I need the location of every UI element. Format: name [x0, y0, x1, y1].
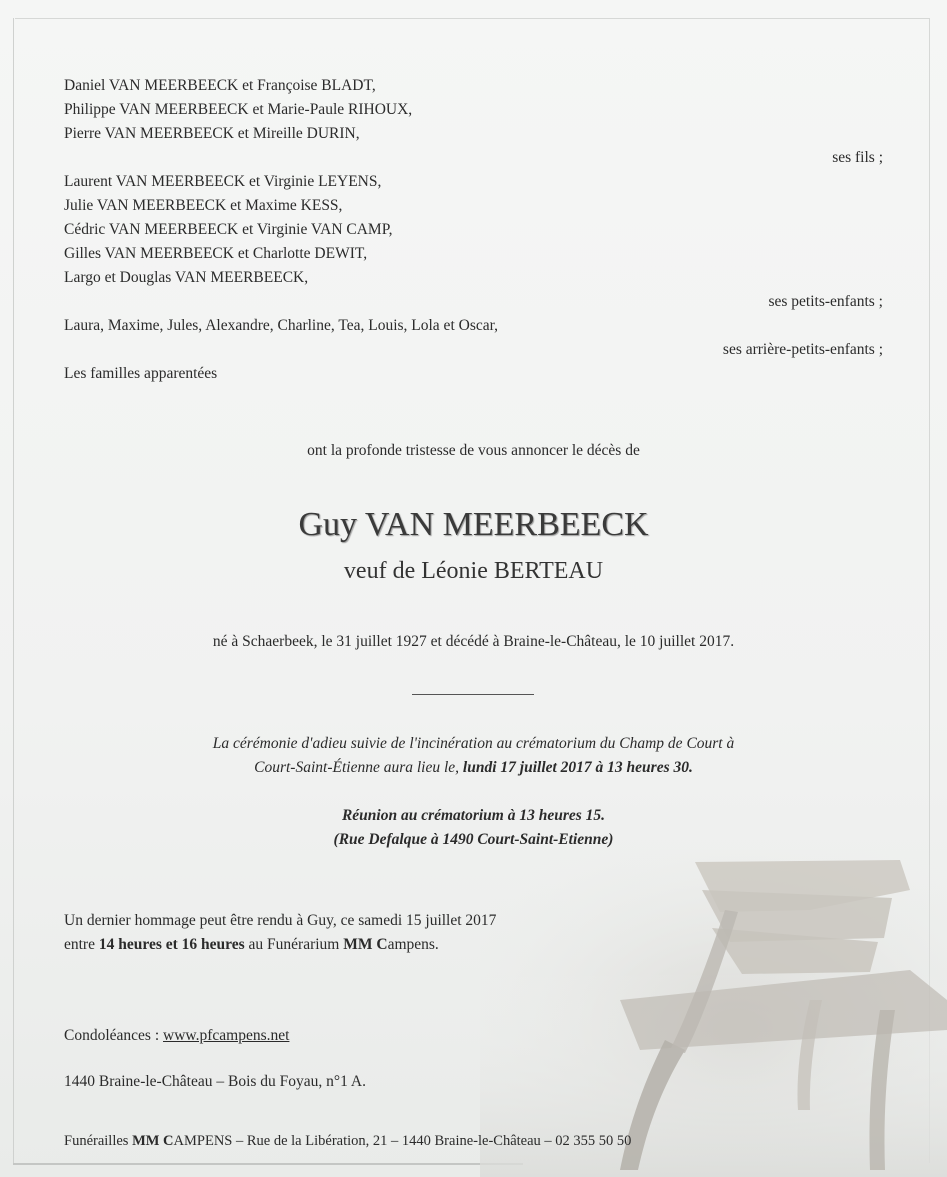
announcement-line: ont la profonde tristesse de vous annoncer le décès de: [307, 442, 640, 459]
condolences-line: [64, 1024, 289, 1048]
ceremony-line-2: [0, 756, 947, 780]
homage-mid: au Funérarium: [248, 936, 340, 953]
footer-prefix: Funérailles: [64, 1133, 129, 1149]
great-grandchildren-line: Laura, Maxime, Jules, Alexandre, Charline, Tea, Louis, Lola et Oscar,: [64, 317, 499, 334]
sons-label: ses fils ;: [832, 149, 883, 166]
families-line: Les familles apparentées: [64, 365, 218, 382]
grandchild-line-5: Largo et Douglas VAN MEERBEECK,: [64, 269, 309, 286]
homage-line-2: [64, 933, 439, 957]
homage-prefix: entre: [64, 936, 95, 953]
ceremony-line-2-prefix: Court-Saint-Étienne aura lieu le,: [254, 759, 460, 776]
condolences-label: Condoléances :: [64, 1027, 160, 1044]
address-line: 1440 Braine-le-Château – Bois du Foyau, n°1 A.: [64, 1073, 366, 1090]
page-frame-bottom-edge: [13, 1163, 523, 1165]
condolences-link[interactable]: www.pfcampens.net: [163, 1027, 290, 1044]
page-frame-left-edge: [13, 18, 14, 1163]
footer-rest: – Rue de la Libération, 21 – 1440 Braine-le-Château – 02 355 50 50: [232, 1133, 632, 1149]
homage-brand-bold: MM C: [343, 936, 388, 953]
homage-brand-rest: ampens.: [387, 936, 439, 953]
crematorium-address: (Rue Defalque à 1490 Court-Saint-Etienne): [333, 831, 614, 848]
son-line-2: Philippe VAN MEERBEECK et Marie-Paule RIHOUX,: [64, 101, 413, 118]
son-line-3: Pierre VAN MEERBEECK et Mireille DURIN,: [64, 125, 360, 142]
great-grandchildren-label: ses arrière-petits-enfants ;: [722, 341, 883, 358]
ceremony-date: lundi 17 juillet 2017 à 13 heures 30.: [462, 759, 693, 776]
ceremony-line-1: La cérémonie d'adieu suivie de l'incinération au crématorium du Champ de Court à: [212, 735, 735, 752]
footer-line: [64, 1129, 631, 1153]
section-divider: [412, 694, 534, 695]
footer-brand-rest: AMPENS: [173, 1133, 233, 1149]
birth-death-line: né à Schaerbeek, le 31 juillet 1927 et décédé à Braine-le-Château, le 10 juillet 2017.: [212, 633, 735, 650]
grandchild-line-2: Julie VAN MEERBEECK et Maxime KESS,: [64, 197, 343, 214]
homage-hours: 14 heures et 16 heures: [98, 936, 245, 953]
grandchild-line-1: Laurent VAN MEERBEECK et Virginie LEYENS,: [64, 173, 382, 190]
grandchildren-label: ses petits-enfants ;: [768, 293, 883, 310]
widower-of-line: veuf de Léonie BERTEAU: [343, 558, 604, 584]
bench-illustration: [480, 850, 947, 1177]
meeting-line: Réunion au crématorium à 13 heures 15.: [341, 807, 606, 824]
grandchild-line-3: Cédric VAN MEERBEECK et Virginie VAN CAMP,: [64, 221, 393, 238]
footer-brand-bold: MM C: [132, 1133, 174, 1149]
homage-line-1: Un dernier hommage peut être rendu à Guy, ce samedi 15 juillet 2017: [64, 912, 497, 929]
grandchild-line-4: Gilles VAN MEERBEECK et Charlotte DEWIT,: [64, 245, 368, 262]
son-line-1: Daniel VAN MEERBEECK et Françoise BLADT,: [64, 77, 376, 94]
deceased-name: Guy VAN MEERBEECK: [298, 506, 649, 543]
